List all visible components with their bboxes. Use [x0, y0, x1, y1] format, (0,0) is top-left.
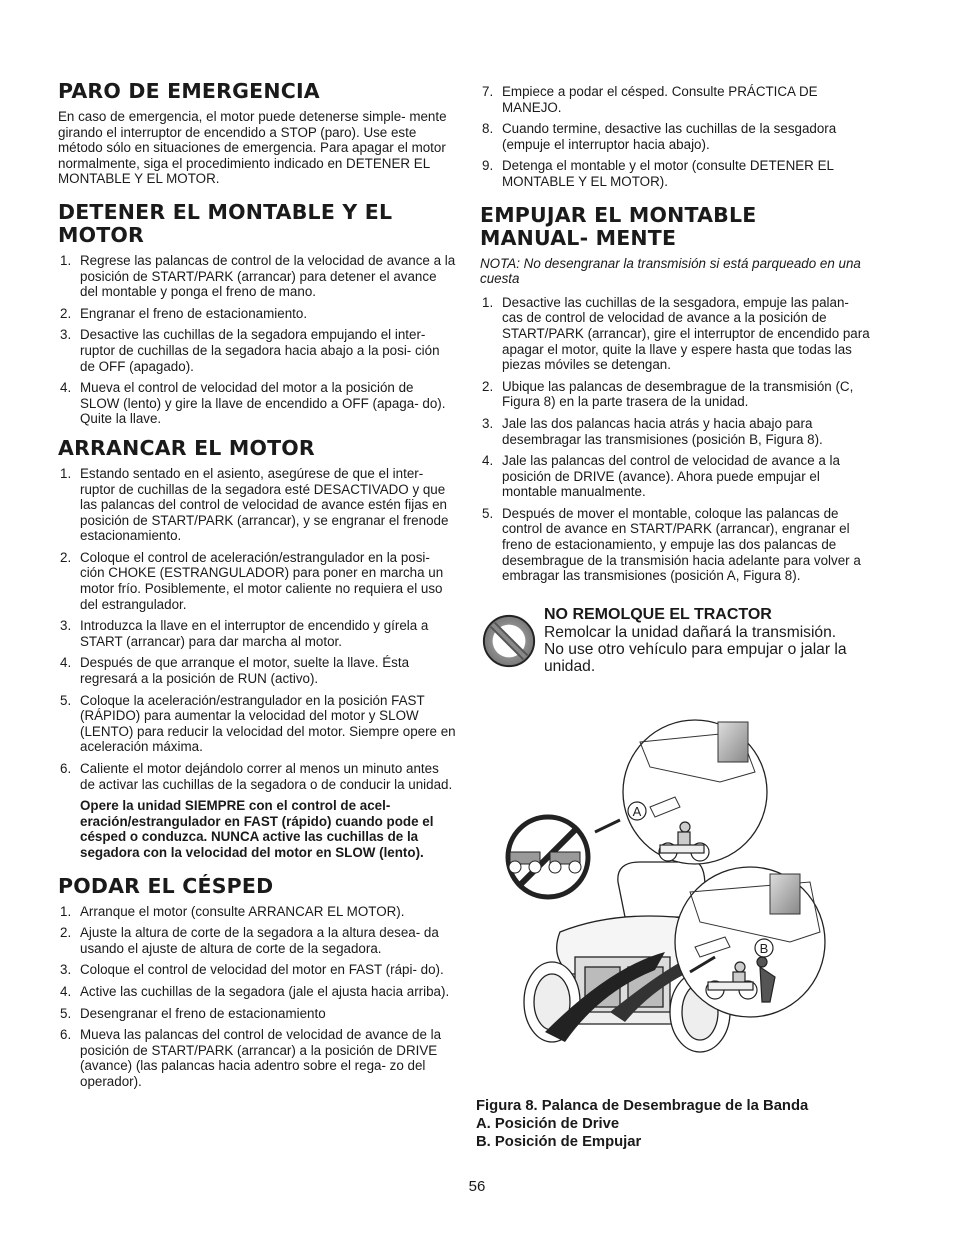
list-item: 3. Introduzca la llave en el interruptor de encendido y gírela a START (arrancar) para dar marcha al motor.: [60, 618, 429, 649]
list-item: 2. Coloque el control de aceleración/estrangulador en la posi- ción CHOKE (ESTRANGULADOR) para poner en marcha un motor frío. Posiblemente, el motor caliente no requiera el uso del estrangulador.: [60, 549, 444, 612]
list-item: 6. Caliente el motor dejándolo correr al menos un minuto antes de activar las cuchillas de la segadora o de conducir la unidad.: [60, 761, 453, 792]
podar-list: [58, 904, 456, 1090]
inset-position-a: [595, 720, 767, 864]
arrancar-list: [58, 466, 456, 792]
list-item: 5. Desengranar el freno de estacionamiento: [60, 1005, 326, 1021]
section-title-paro: PARO DE EMERGENCIA: [58, 79, 320, 103]
section-title-arrancar: ARRANCAR EL MOTOR: [58, 435, 315, 460]
section-title-detener: DETENER EL MONTABLE Y EL MOTOR: [58, 199, 393, 247]
left-column: [58, 80, 456, 1096]
caption-item-b: B. Posición de Empujar: [476, 1134, 642, 1150]
list-item: 1. Regrese las palancas de control de la velocidad de avance a la posición de START/PARK (arrancar) para detener el avance del montable y ponga el freno de mano.: [60, 252, 456, 300]
paro-body: En caso de emergencia, el motor puede detenerse simple- mente girando el interruptor de encendido a STOP (paro). Use este método sólo en situaciones de emergencia. Para apagar el motor normalmente, siga el procedimiento indicado en DETENER EL MONTABLE Y EL MOTOR.: [58, 109, 447, 187]
list-item: 2. Engranar el freno de estacionamiento.: [60, 305, 308, 321]
right-column: [480, 84, 872, 676]
list-item: 5. Coloque la aceleración/estrangulador en la posición FAST (RÁPIDO) para aumentar la velocidad del motor y SLOW (LENTO) para reducir la velocidad del motor. Siempre opere en aceleración máxima.: [60, 692, 456, 755]
list-item: 3. Coloque el control de velocidad del motor en FAST (rápi- do).: [60, 962, 444, 978]
list-item: 4. Mueva el control de velocidad del motor a la posición de SLOW (lento) y gire la llave de encendido a OFF (apaga- do). Quite la llave.: [60, 380, 446, 427]
list-item: 8. Cuando termine, desactive las cuchillas de la sesgadora (empuje el interruptor hacia abajo).: [482, 121, 837, 152]
section-title-podar: PODAR EL CÉSPED: [58, 873, 274, 898]
list-item: 1. Arranque el motor (consulte ARRANCAR EL MOTOR).: [60, 903, 405, 919]
warning-box: [480, 606, 872, 676]
caption-item-a: A. Posición de Drive: [476, 1116, 620, 1132]
arrancar-warning-text: Opere la unidad SIEMPRE con el control de acel- eración/estrangulador en FAST (rápido) cuando pode el césped o conduzca. NUNCA active las cuchillas de la segadora con la velocidad del motor en SLOW (lento).: [80, 798, 434, 860]
list-item: 6. Mueva las palancas del control de velocidad de avance de la posición de START/PARK (arrancar) a la posición de DRIVE (avance) (las palancas hacia adentro sobre el rega- zo del operador).: [60, 1027, 442, 1089]
list-item: 2. Ajuste la altura de corte de la segadora a la altura desea- da usando el ajuste de altura de corte de la segadora.: [60, 925, 439, 956]
list-item: 5. Después de mover el montable, coloque las palancas de control de avance en START/PARK (arrancar), engranar el freno de estacionamiento, y empuje las dos palancas de desembrague de la transmisión hacia adelante para volver a embragar las transmisiones (posición A, Figura 8).: [482, 505, 861, 584]
warning-text: [544, 606, 872, 675]
prohibited-icon: [480, 612, 538, 670]
figure-8-illustration: [490, 712, 835, 1057]
warning-title: NO REMOLQUE EL TRACTOR: [544, 605, 772, 623]
empujar-list: [480, 295, 872, 584]
empujar-note: NOTA: No desengranar la transmisión si está parqueado en una cuesta: [480, 255, 861, 287]
list-item: 4. Jale las palancas del control de velocidad de avance a la posición de DRIVE (avance). Ahora puede empujar el montable manualmente.: [482, 453, 840, 500]
no-tow-illustration: [508, 817, 588, 897]
list-item: 2. Ubique las palancas de desembrague de la transmisión (C, Figura 8) en la parte trasera de la unidad.: [482, 378, 854, 410]
page-number: 56: [468, 1178, 486, 1195]
section-title-empujar: EMPUJAR EL MONTABLE MANUAL- MENTE: [480, 202, 757, 250]
continued-list: [480, 84, 872, 190]
detener-list: [58, 253, 456, 427]
list-item: 7. Empiece a podar el césped. Consulte PRÁCTICA DE MANEJO.: [482, 84, 818, 115]
caption-title: Figura 8. Palanca de Desembrague de la Banda: [476, 1098, 809, 1114]
inset-position-b: [675, 867, 825, 1017]
figure-caption: [476, 1097, 808, 1151]
list-item: 1. Desactive las cuchillas de la sesgadora, empuje las palan- cas de control de velocidad de avance a la posición de START/PARK (arrancar), gire el interruptor de encendido para apagar el motor, quite la llave y espere hasta que todas las piezas móviles se detengan.: [482, 294, 870, 373]
label-b: B: [759, 941, 769, 956]
list-item: 9. Detenga el montable y el motor (consulte DETENER EL MONTABLE Y EL MOTOR).: [482, 158, 834, 189]
list-item: 3. Desactive las cuchillas de la segadora empujando el inter- ruptor de cuchillas de la segadora hacia abajo a la posi- ción de OFF (apagado).: [60, 327, 440, 374]
list-item: 4. Active las cuchillas de la segadora (jale el ajusta hacia arriba).: [60, 983, 450, 999]
list-item: 1. Estando sentado en el asiento, asegúrese de que el inter- ruptor de cuchillas de la segadora esté DESACTIVADO y que las palancas del control de velocidad de avance estén fijas en posición de START/PARK (arrancar), y se engranar el frenode estacionamiento.: [60, 465, 449, 544]
list-item: 3. Jale las dos palancas hacia atrás y hacia abajo para desembragar las transmisiones (posición B, Figura 8).: [482, 415, 823, 447]
warning-line-1: Remolcar la unidad dañará la transmisión.: [544, 623, 837, 641]
label-a: A: [632, 804, 642, 819]
list-item: 4. Después de que arranque el motor, suelte la llave. Ésta regresará a la posición de RUN (activo).: [60, 655, 410, 687]
warning-line-2: No use otro vehículo para empujar o jalar la unidad.: [544, 640, 847, 675]
